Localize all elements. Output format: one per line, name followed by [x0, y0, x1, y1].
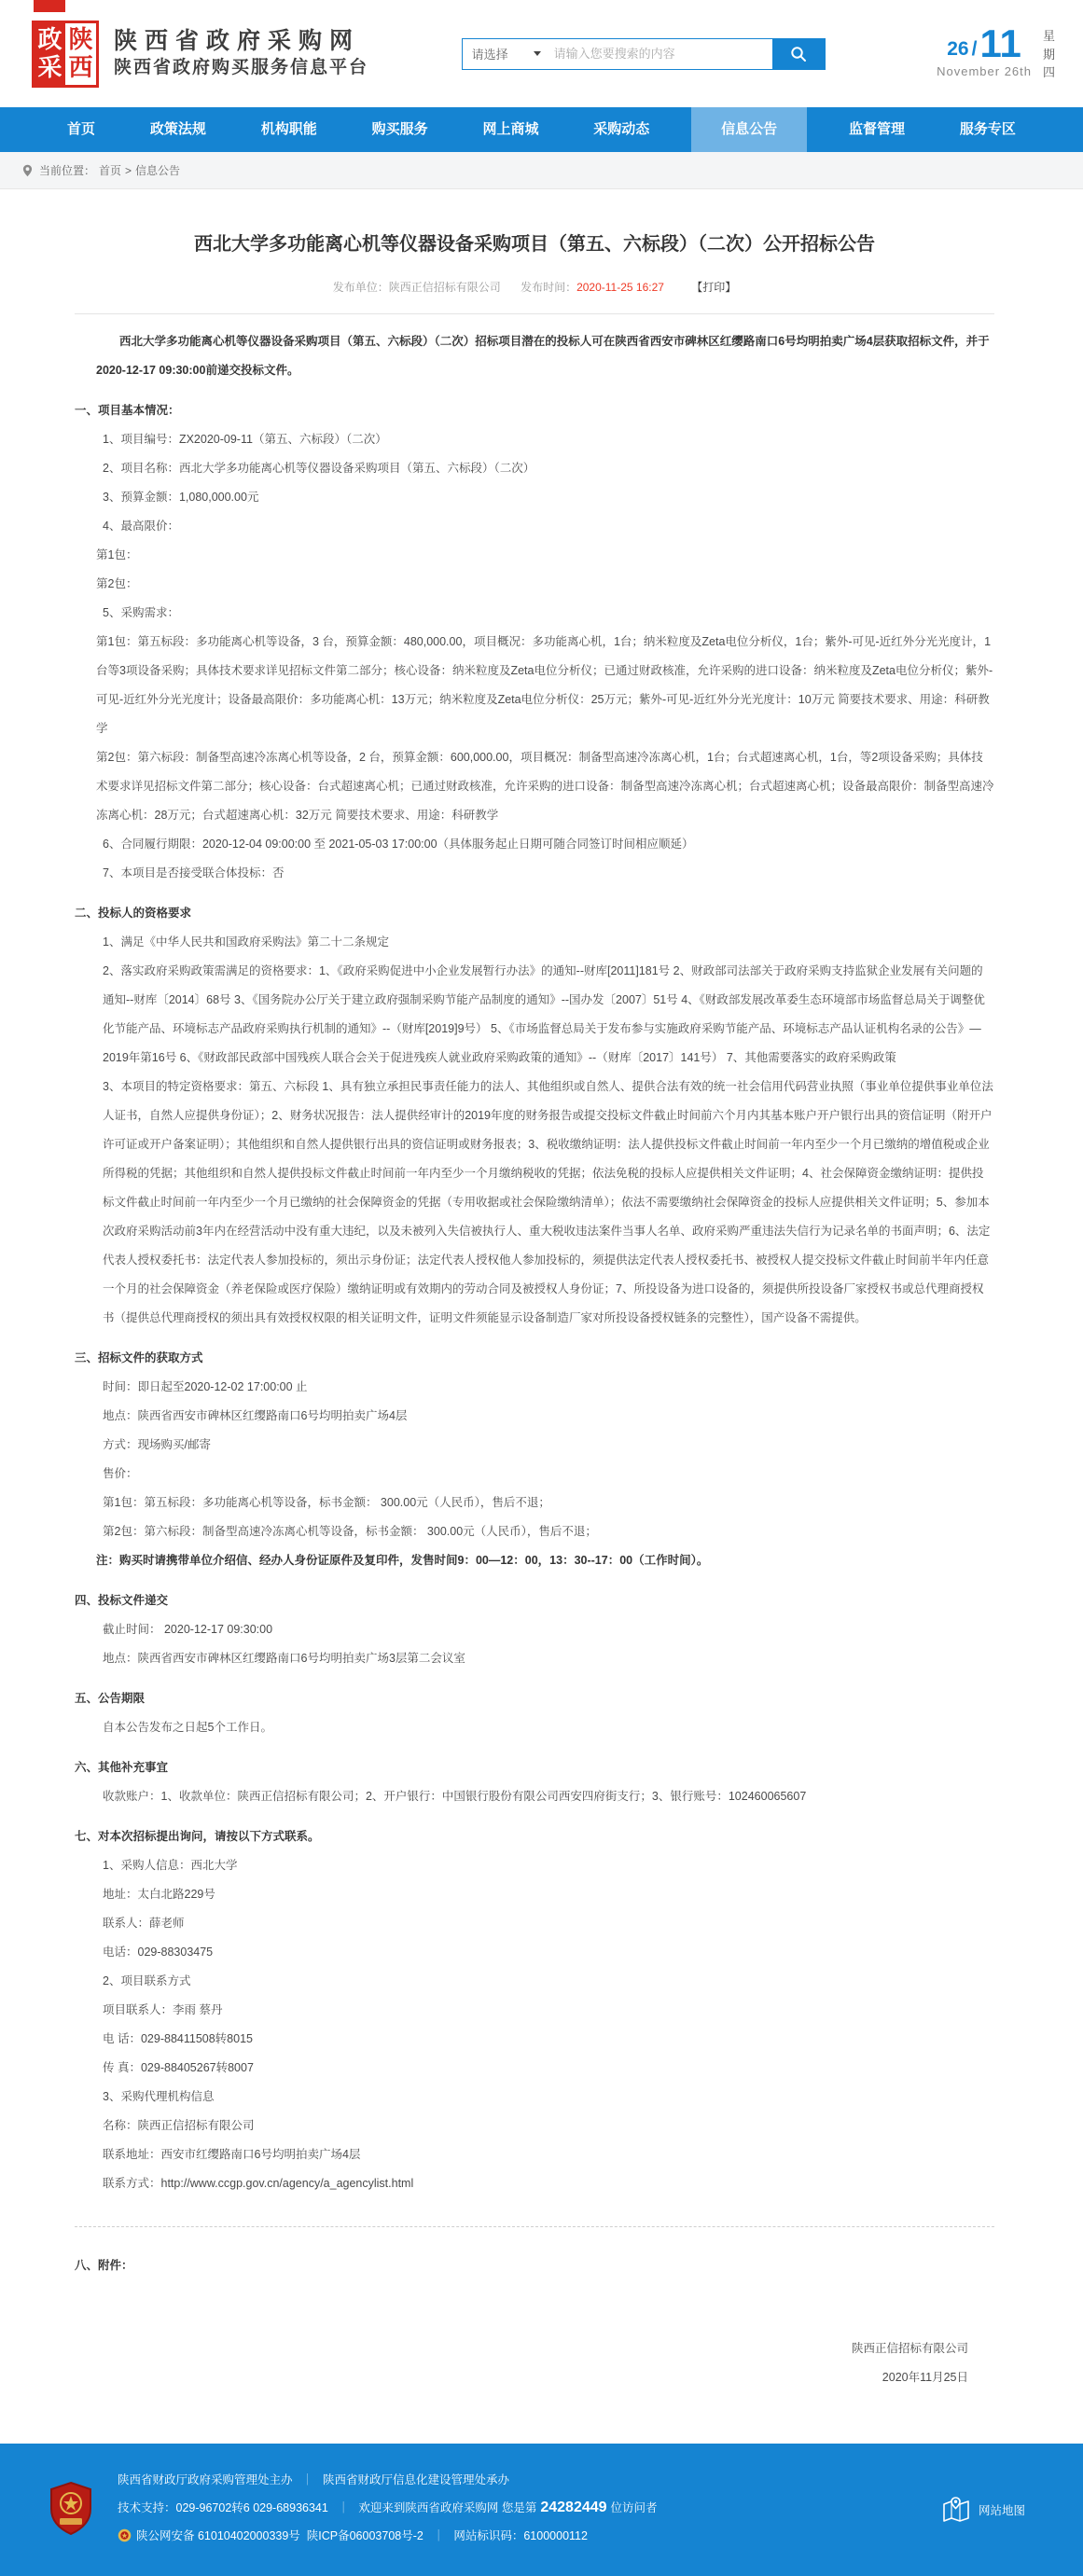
- date-weekday: 星期四: [1043, 29, 1056, 80]
- publisher-label: 发布单位：: [332, 281, 389, 294]
- article-block: 三、招标文件的获取方式: [75, 1351, 203, 1364]
- article-body: [75, 327, 994, 2392]
- nav-item[interactable]: 网上商城: [482, 121, 539, 137]
- nav-item[interactable]: 采购动态: [593, 121, 650, 137]
- article-block: 截止时间： 2020-12-17 09:30:00: [103, 1623, 273, 1636]
- article-block: 八、附件：: [75, 2259, 133, 2272]
- article-block: 7、本项目是否接受联合体投标：否: [103, 866, 285, 879]
- date-english: November 26th: [937, 64, 1032, 79]
- article-block: 1、满足《中华人民共和国政府采购法》第二十二条规定: [103, 935, 389, 949]
- article-block: 地点：陕西省西安市碑林区红缨路南口6号均明拍卖广场4层: [103, 1409, 408, 1422]
- footer-record-line: 陕公网安备 61010402000339号 陕ICP备06003708号-2 ｜ 网站标识码：6100000112: [118, 2522, 658, 2550]
- article-block: 陕西正信招标有限公司: [851, 2342, 968, 2355]
- breadcrumb: [0, 152, 1083, 189]
- article-block: 4、最高限价：: [103, 519, 179, 533]
- nav-item[interactable]: 机构职能: [260, 121, 317, 137]
- police-badge-icon: [118, 2528, 132, 2542]
- main-nav: [0, 107, 1083, 152]
- article-block: 第2包：第六标段：制备型高速冷冻离心机等设备，2 台，预算金额：600,000.00，项目概况：制备型高速冷冻离心机，1台；台式超速离心机，1台，等2项设备采购；具体技术要求详见招标文件第二部分；核心设备：台式超速离心机；已通过财政核准，允许采购的进口设备：制备型高速冷冻离心机；台式超速离心机；设备最高限价：制备型高速冷冻离心机：28万元；台式超速离心机：32万元 简要技术要求、用途：科研教学: [96, 751, 994, 822]
- article-meta: [75, 279, 994, 314]
- seal-logo-icon: [32, 21, 99, 88]
- print-button[interactable]: 【打印】: [691, 281, 737, 294]
- breadcrumb-separator: >: [125, 163, 132, 177]
- date-month: 11: [979, 21, 1021, 66]
- search-input[interactable]: [548, 39, 772, 69]
- nav-item[interactable]: 服务专区: [959, 121, 1016, 137]
- article-block: 西北大学多功能离心机等仪器设备采购项目（第五、六标段）（二次）招标项目潜在的投标人可在陕西省西安市碑林区红缨路南口6号均明拍卖广场4层获取招标文件，并于2020-12-17 09:30:00前递交投标文件。: [96, 335, 990, 377]
- nav-item[interactable]: 购买服务: [371, 121, 428, 137]
- site-footer: [0, 2444, 1083, 2576]
- breadcrumb-current: 信息公告: [135, 164, 181, 177]
- date-widget: 26 / 11 November 26th 星期四: [937, 25, 1057, 82]
- footer-support: 技术支持：029-96702转6 029-68936341: [118, 2501, 328, 2514]
- article-block: 六、其他补充事宜: [75, 1761, 169, 1774]
- article-block: 2020年11月25日: [882, 2371, 968, 2384]
- article-block: 一、项目基本情况：: [75, 404, 180, 417]
- seal-char: 陕: [68, 24, 93, 53]
- visitor-count: 24282449: [540, 2500, 607, 2515]
- chevron-down-icon: [534, 51, 541, 56]
- date-day: 26: [947, 37, 969, 60]
- article-block: 四、投标文件递交: [75, 1594, 169, 1607]
- nav-item[interactable]: 监督管理: [849, 121, 906, 137]
- announcement-article: [0, 230, 1083, 2402]
- article-block: 2、项目联系方式: [103, 1974, 191, 1987]
- article-block: 2、落实政府采购政策需满足的资格要求：1、《政府采购促进中小企业发展暂行办法》的通知--财库[2011]181号 2、财政部司法部关于政府采购支持监狱企业发展有关问题的通知--财库〔2014〕68号 3、《国务院办公厅关于建立政府强制采购节能产品制度的通知》--国办发〔2007〕51号 4、《财政部发展改革委生态环境部市场监督总局关于调整优化节能产品、环境标志产品政府采购执行机制的通知》--（财库[2019]9号） 5、《市场监督总局关于发布参与实施政府采购节能产品、环境标志产品认证机构名录的公告》—2019年第16号 6、《财政部民政部中国残疾人联合会关于促进残疾人就业政府采购政策的通知》--（财库〔2017〕141号） 7、其他需要落实的政府采购政策: [103, 964, 985, 1064]
- article-block: 自本公告发布之日起5个工作日。: [103, 1721, 272, 1734]
- header-red-ribbon: [34, 0, 65, 12]
- article-block: 第2包：第六标段：制备型高速冷冻离心机等设备，标书金额： 300.00元（人民币），售后不退；: [103, 1525, 597, 1538]
- article-block: 第1包：第五标段：多功能离心机等设备，3 台，预算金额：480,000.00，项目概况：多功能离心机，1台；纳米粒度及Zeta电位分析仪，1台；紫外-可见-近红外分光光度计，1台等3项设备采购；具体技术要求详见招标文件第二部分；核心设备：纳米粒度及Zeta电位分析仪；已通过财政核准，允许采购的进口设备：纳米粒度及Zeta电位分析仪；紫外-可见-近红外分光光度计；设备最高限价：多功能离心机：13万元；纳米粒度及Zeta电位分析仪：25万元；紫外-可见-近红外分光光度计：10万元 简要技术要求、用途：科研教学: [96, 635, 993, 735]
- article-block: 联系地址：西安市红缨路南口6号均明拍卖广场4层: [103, 2148, 361, 2161]
- article-block: 2、项目名称：西北大学多功能离心机等仪器设备采购项目（第五、六标段）（二次）: [103, 462, 535, 475]
- breadcrumb-label: 当前位置：: [39, 164, 96, 177]
- article-block: 注：购买时请携带单位介绍信、经办人身份证原件及复印件，发售时间9：00—12：00，13：30--17：00（工作时间）。: [96, 1554, 709, 1567]
- icp-record[interactable]: 陕ICP备06003708号-2: [306, 2529, 423, 2542]
- article-block: 电 话：029-88411508转8015: [103, 2032, 253, 2045]
- site-title: 陕西省政府采购网: [114, 27, 361, 54]
- nav-item[interactable]: 政策法规: [149, 121, 206, 137]
- article-block: 第1包：第五标段：多功能离心机等设备，标书金额： 300.00元（人民币），售后不退；: [103, 1496, 550, 1509]
- article-block: [75, 2226, 994, 2227]
- article-block: 1、项目编号：ZX2020-09-11（第五、六标段）（二次）: [103, 433, 387, 446]
- breadcrumb-home-link[interactable]: 首页: [99, 164, 122, 177]
- article-block: 联系方式：http://www.ccgp.gov.cn/agency/a_agencylist.html: [103, 2177, 414, 2190]
- seal-char: 政: [37, 24, 62, 53]
- article-block: 方式：现场购买/邮寄: [103, 1438, 211, 1451]
- article-block: 5、采购需求：: [103, 606, 179, 619]
- psb-record[interactable]: 陕公网安备 61010402000339号: [136, 2529, 300, 2542]
- search-box: [462, 38, 826, 70]
- article-block: 传 真：029-88405267转8007: [103, 2061, 254, 2074]
- article-block: 第2包：: [96, 577, 138, 590]
- site-logo[interactable]: [32, 21, 368, 88]
- seal-char: 西: [68, 52, 93, 81]
- article-block: 项目联系人：李雨 蔡丹: [103, 2003, 223, 2016]
- article-block: 名称：陕西正信招标有限公司: [103, 2119, 255, 2132]
- article-block: 6、合同履行期限：2020-12-04 09:00:00 至 2021-05-03 17:00:00（具体服务起止日期可随合同签订时间相应顺延）: [103, 838, 694, 851]
- article-block: 第1包：: [96, 548, 138, 561]
- article-block: 五、公告期限: [75, 1692, 146, 1705]
- article-block: 联系人：薛老师: [103, 1917, 185, 1930]
- footer-support-line: 技术支持：029-96702转6 029-68936341 ｜ 欢迎来到陕西省政府采购网 您是第 24282449 位访问者: [118, 2500, 658, 2515]
- site-header: [0, 0, 1083, 107]
- shield-badge-icon: [49, 2481, 93, 2535]
- article-block: 收款账户：1、收款单位：陕西正信招标有限公司；2、开户银行：中国银行股份有限公司西安四府街支行；3、银行账号：102460065607: [103, 1790, 807, 1803]
- nav-item[interactable]: 信息公告: [691, 107, 807, 152]
- site-subtitle: 陕西省政府购买服务信息平台: [114, 57, 369, 77]
- article-block: 3、预算金额：1,080,000.00元: [103, 491, 259, 504]
- nav-item[interactable]: 首页: [67, 121, 96, 137]
- page-title: 西北大学多功能离心机等仪器设备采购项目（第五、六标段）（二次）公开招标公告: [194, 234, 875, 255]
- search-icon: [789, 45, 808, 63]
- location-pin-icon: [22, 164, 33, 177]
- site-code: 网站标识码：6100000112: [453, 2529, 588, 2542]
- article-block: 3、采购代理机构信息: [103, 2090, 215, 2103]
- article-block: 时间：即日起至2020-12-02 17:00:00 止: [103, 1380, 308, 1393]
- sitemap-map-icon: [940, 2496, 972, 2524]
- article-block: 电话：029-88303475: [103, 1946, 214, 1959]
- article-block: 3、本项目的特定资格要求：第五、六标段 1、具有独立承担民事责任能力的法人、其他组织或自然人、提供合法有效的统一社会信用代码营业执照（事业单位提供事业单位法人证书，自然人应提供身份证）；2、财务状况报告：法人提供经审计的2019年度的财务报告或提交投标文件截止时间前六个月内其基本账户开户银行出具的资信证明（附开户许可证或开户备案证明）；其他组织和自然人提供银行出具的资信证明或财务报表；3、税收缴纳证明：法人提供投标文件截止时间前一年内至少一个月已缴纳的增值税或企业所得税的凭据；其他组织和自然人提供投标文件截止时间前一年内至少一个月缴纳税收的凭据；依法免税的投标人应提供相关文件证明；4、社会保障资金缴纳证明：提供投标文件截止时间前一年内至少一个月已缴纳的社会保障资金的凭据（专用收据或社会保险缴纳清单）；依法不需要缴纳社会保障资金的投标人应提供相关文件证明；5、参加本次政府采购活动前3年内在经营活动中没有重大违纪，以及未被列入失信被执行人、重大税收违法案件当事人名单、政府采购严重违法失信行为记录名单的书面声明；6、法定代表人授权委托书：法定代表人参加投标的，须出示身份证；法定代表人授权他人参加投标的，须提供法定代表人授权委托书、被授权人提交投标文件截止时间前半年内任意一个月的社会保障资金（养老保险或医疗保险）缴纳证明或有效期内的劳动合同及被授权人身份证；7、所投设备为进口设备的，须提供所投设备厂家授权书或总代理商授权书（提供总代理商授权的须出具有效授权权限的相关证明文件，证明文件须能显示设备制造厂家对所投设备授权链条的完整性），国产设备不需提供。: [103, 1080, 993, 1324]
- publisher-name: 陕西正信招标有限公司: [388, 281, 501, 294]
- article-block: 售价：: [103, 1467, 138, 1480]
- sitemap-link[interactable]: 网站地图: [940, 2496, 1025, 2524]
- footer-host-line: 陕西省财政厅政府采购管理处主办 ｜ 陕西省财政厅信息化建设管理处承办: [118, 2473, 510, 2486]
- article-block: 二、投标人的资格要求: [75, 907, 192, 920]
- publish-time: 2020-11-25 16:27: [576, 281, 664, 294]
- search-button[interactable]: [772, 39, 825, 69]
- article-block: 1、采购人信息：西北大学: [103, 1859, 238, 1872]
- publish-time-label: 发布时间：: [521, 281, 577, 294]
- article-block: 七、对本次招标提出询问，请按以下方式联系。: [75, 1830, 320, 1843]
- search-category-select[interactable]: 请选择: [463, 39, 548, 69]
- article-block: 地点：陕西省西安市碑林区红缨路南口6号均明拍卖广场3层第二会议室: [103, 1652, 465, 1665]
- seal-char: 采: [37, 52, 62, 81]
- article-block: 地址：太白北路229号: [103, 1888, 215, 1901]
